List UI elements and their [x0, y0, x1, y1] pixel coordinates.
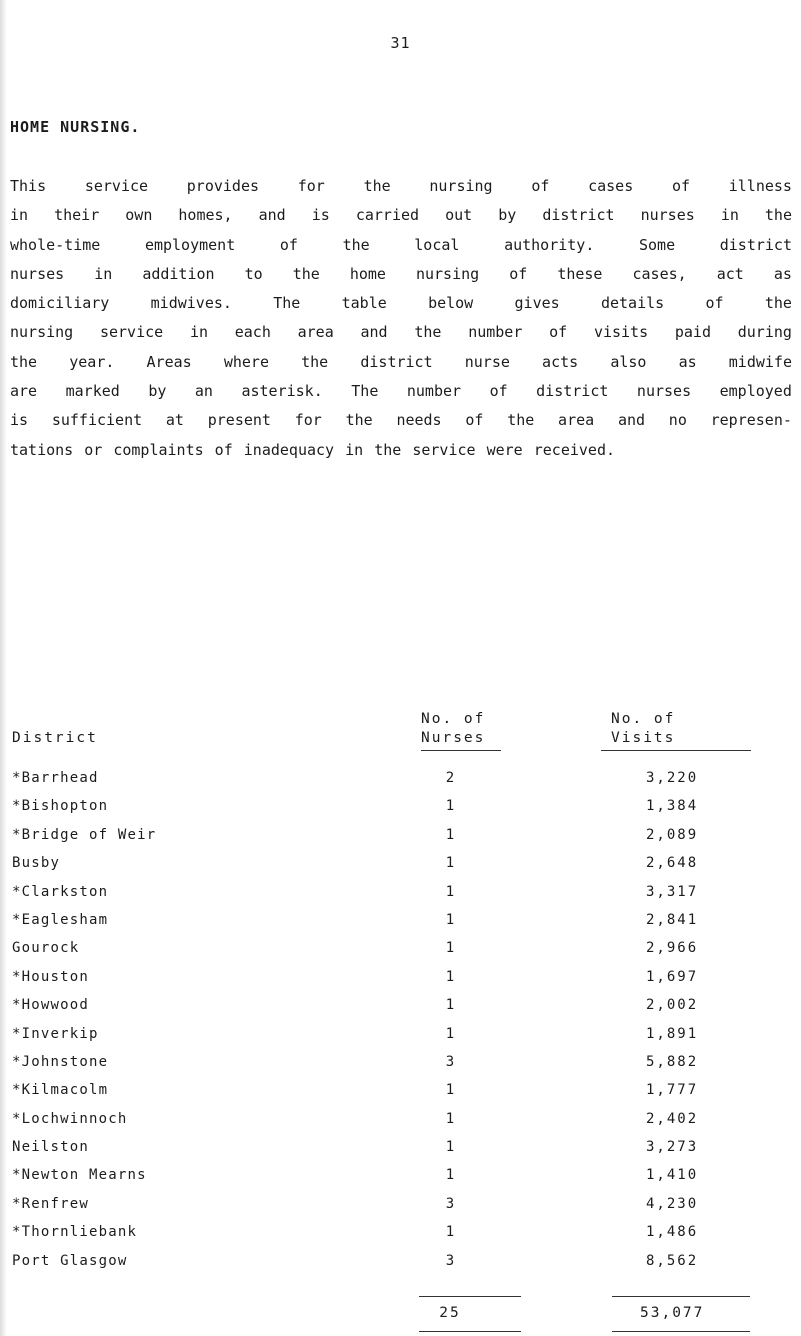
paragraph-word: no	[668, 411, 687, 430]
header-nurses-line2: Nurses	[421, 730, 486, 746]
paragraph-word: nursing	[10, 323, 74, 342]
paragraph-word: the	[764, 206, 792, 225]
visits-cell: 1,891	[646, 1025, 699, 1042]
paragraph-word: carried	[355, 206, 420, 225]
visits-cell: 4,230	[646, 1195, 699, 1212]
visits-cell: 2,648	[646, 855, 699, 872]
paragraph-word: in	[720, 206, 739, 225]
paragraph-word: cases,	[632, 264, 687, 283]
paragraph-word: of	[531, 177, 550, 195]
paragraph-word: and	[258, 206, 286, 225]
paragraph-word: to	[244, 264, 263, 283]
paragraph-word: nurses	[10, 264, 65, 283]
paragraph-word: are	[10, 382, 38, 401]
paragraph-word: as	[773, 264, 792, 283]
paragraph-line	[10, 231, 792, 260]
table-row	[0, 967, 801, 995]
paragraph-word: in	[10, 206, 29, 225]
header-visits-line2: Visits	[611, 730, 676, 746]
paragraph-word: nurses	[640, 206, 695, 225]
visits-cell: 3,220	[646, 770, 699, 786]
visits-cell: 1,410	[646, 1167, 699, 1184]
paragraph-word: needs	[396, 411, 442, 430]
table-row	[0, 1251, 801, 1279]
nurses-cell: 1	[445, 1082, 455, 1099]
paragraph-line	[10, 318, 792, 347]
table-row	[0, 1194, 801, 1222]
paragraph-word: year.	[69, 352, 115, 371]
paragraph-word: for	[297, 177, 325, 195]
paragraph-word: This	[10, 177, 47, 195]
paragraph-word: district	[536, 382, 609, 401]
section-heading: HOME NURSING.	[10, 118, 141, 136]
paragraph-word: nursing	[429, 177, 493, 195]
paragraph-word: at	[165, 411, 184, 430]
paragraph-word: The	[273, 294, 301, 313]
paragraph-word: The	[351, 382, 379, 401]
paragraph-line	[10, 348, 792, 377]
paragraph-word: the	[764, 294, 792, 313]
table-row	[0, 882, 801, 910]
paragraph-word: of	[465, 411, 484, 430]
paragraph-word: the	[507, 411, 535, 430]
paragraph-word: of	[705, 294, 724, 313]
visits-cell: 1,697	[646, 968, 699, 985]
paragraph-word: own	[125, 206, 153, 225]
paragraph-word: for	[294, 411, 322, 430]
table-row	[0, 768, 801, 796]
paragraph-word: service	[84, 177, 149, 195]
visits-cell: 1,777	[646, 1082, 699, 1099]
paragraph-word: cases	[588, 177, 634, 195]
table-row	[0, 1109, 801, 1137]
paragraph-word: nurse	[464, 352, 510, 371]
paragraph-word: district	[542, 206, 615, 225]
paragraph-word: nurses	[636, 382, 692, 401]
nurses-cell: 1	[445, 1110, 455, 1127]
table-row	[0, 1080, 801, 1108]
district-cell: *Clarkston	[12, 883, 109, 900]
paragraph-word: paid	[674, 323, 711, 342]
visits-cell: 2,966	[646, 940, 699, 957]
nurses-total-rule-bottom	[419, 1331, 521, 1332]
district-cell: *Bishopton	[12, 798, 109, 815]
paragraph-word: is	[311, 206, 330, 225]
nurses-cell: 1	[445, 798, 455, 815]
paragraph-word: service	[99, 323, 164, 342]
paragraph-word: out	[445, 206, 473, 225]
paragraph-word: gives	[514, 294, 560, 313]
district-cell: Neilston	[12, 1139, 90, 1156]
paragraph-word: Areas	[146, 352, 192, 371]
visits-cell: 2,402	[646, 1110, 699, 1127]
paragraph-line	[10, 172, 792, 201]
paragraph-word: of	[279, 235, 298, 254]
paragraph-word: of	[509, 264, 528, 283]
paragraph-word: their	[54, 206, 100, 225]
paragraph-word: employed	[719, 382, 792, 401]
paragraph-word: whole-time	[10, 235, 101, 254]
nurses-cell: 3	[445, 1195, 455, 1212]
paragraph-word: as	[678, 352, 697, 371]
district-cell: *Johnstone	[12, 1053, 109, 1070]
paragraph-word: area	[558, 411, 595, 430]
district-cell: *Renfrew	[12, 1195, 90, 1212]
paragraph-word: act	[716, 264, 744, 283]
paragraph-line	[10, 260, 792, 289]
paragraph-word: district	[360, 352, 433, 371]
district-cell: Busby	[12, 855, 61, 872]
visits-cell: 1,384	[646, 798, 699, 815]
district-cell: *Barrhead	[12, 770, 99, 786]
paragraph-word: local	[414, 235, 460, 254]
paragraph-word: illness	[728, 177, 792, 195]
paragraph-line	[10, 406, 792, 435]
paragraph-word: addition	[142, 264, 215, 283]
nurses-cell: 1	[445, 997, 455, 1014]
district-cell: *Thornliebank	[12, 1224, 138, 1241]
page-number: 31	[390, 34, 411, 52]
paragraph-word: an	[194, 382, 213, 401]
table-row	[0, 910, 801, 938]
table-row	[0, 1024, 801, 1052]
paragraph-word: table	[341, 294, 387, 313]
paragraph-word: domiciliary	[10, 294, 110, 313]
paragraph-word: area	[297, 323, 334, 342]
visits-cell: 2,841	[646, 911, 699, 928]
paragraph-word: below	[428, 294, 474, 313]
header-nurses	[421, 710, 501, 751]
paragraph-word: of	[549, 323, 568, 342]
header-visits-line1: No. of	[611, 711, 676, 727]
district-cell: Gourock	[12, 940, 80, 957]
paragraph-word: provides	[186, 177, 260, 195]
paragraph-word: by	[498, 206, 517, 225]
district-cell: *Newton Mearns	[12, 1167, 147, 1184]
paragraph-word: visits	[593, 323, 649, 342]
paragraph-word: asterisk.	[241, 382, 323, 401]
header-district: District	[12, 730, 98, 746]
visits-total-rule-bottom	[612, 1331, 750, 1332]
paragraph-word: details	[600, 294, 665, 313]
paragraph-word: the	[292, 264, 320, 283]
table-row	[0, 1222, 801, 1250]
paragraph-line	[10, 377, 792, 406]
nurses-cell: 1	[445, 1139, 455, 1156]
table-row	[0, 853, 801, 881]
paragraph-word: marked	[65, 382, 120, 401]
total-nurses: 25	[439, 1305, 461, 1321]
paragraph-word: authority.	[504, 235, 595, 254]
visits-cell: 3,317	[646, 883, 699, 900]
paragraph-word: each	[234, 323, 271, 342]
paragraph-word: these	[557, 264, 603, 283]
visits-cell: 2,089	[646, 826, 699, 843]
table-row	[0, 1052, 801, 1080]
nurses-cell: 1	[445, 1167, 455, 1184]
paragraph-word: nursing	[415, 264, 480, 283]
paragraph-word: and	[360, 323, 388, 342]
paragraph-word: in	[189, 323, 208, 342]
paragraph-word: home	[349, 264, 386, 283]
nurses-cell: 1	[445, 1224, 455, 1241]
paragraph-word: the	[301, 352, 329, 371]
paragraph-word: the	[10, 352, 38, 371]
paragraph-word: where	[223, 352, 269, 371]
paragraph-word: number	[406, 382, 462, 401]
nurses-cell: 1	[445, 911, 455, 928]
nurses-cell: 1	[445, 1025, 455, 1042]
district-cell: *Houston	[12, 968, 90, 985]
table-row	[0, 825, 801, 853]
paragraph-line	[10, 289, 792, 318]
paragraph-word: midwife	[728, 352, 792, 371]
paragraph-word: employment	[144, 235, 236, 254]
nurses-cell: 2	[445, 770, 455, 786]
paragraph-word: acts	[542, 352, 579, 371]
paragraph-word: during	[737, 323, 792, 342]
table-row	[0, 938, 801, 966]
district-cell: Port Glasgow	[12, 1252, 128, 1269]
total-visits: 53,077	[640, 1305, 705, 1321]
paragraph-word: and	[617, 411, 646, 430]
nurses-total-rule-top	[419, 1296, 521, 1297]
nurses-cell: 1	[445, 940, 455, 957]
paragraph-word: sufficient	[51, 411, 143, 430]
paragraph-word: midwives.	[150, 294, 232, 313]
nurses-cell: 1	[445, 968, 455, 985]
visits-total-rule-top	[612, 1296, 750, 1297]
paragraph-word: also	[610, 352, 647, 371]
district-cell: *Eaglesham	[12, 911, 109, 928]
district-cell: *Bridge of Weir	[12, 826, 157, 843]
paragraph-word: Some	[639, 235, 676, 254]
district-cell: *Inverkip	[12, 1025, 99, 1042]
visits-cell: 8,562	[646, 1252, 699, 1269]
paragraph-word: in	[94, 264, 113, 283]
paragraph-line	[10, 201, 792, 230]
district-cell: *Howwood	[12, 997, 90, 1014]
table-row	[0, 796, 801, 824]
table-row	[0, 995, 801, 1023]
visits-cell: 2,002	[646, 997, 699, 1014]
paragraph-word: present	[207, 411, 271, 430]
district-table-body	[0, 768, 801, 1279]
table-row	[0, 1137, 801, 1165]
nurses-cell: 1	[445, 883, 455, 900]
district-cell: *Lochwinnoch	[12, 1110, 128, 1127]
paragraph-word: homes,	[178, 206, 233, 225]
paragraph-word: by	[148, 382, 167, 401]
paragraph-word: is	[10, 411, 29, 430]
header-nurses-line1: No. of	[421, 711, 486, 727]
header-visits	[601, 710, 751, 751]
paragraph-word: of	[489, 382, 508, 401]
table-row	[0, 1165, 801, 1193]
paragraph-word: the	[363, 177, 391, 195]
paragraph-word: district	[719, 235, 792, 254]
paragraph-word: of	[671, 177, 691, 195]
nurses-cell: 1	[445, 826, 455, 843]
paragraph-word: the	[414, 323, 442, 342]
intro-paragraph	[10, 172, 792, 465]
nurses-cell: 3	[445, 1252, 455, 1269]
visits-cell: 3,273	[646, 1139, 699, 1156]
paragraph-word: represen-	[710, 411, 792, 430]
nurses-cell: 3	[445, 1053, 455, 1070]
visits-cell: 1,486	[646, 1224, 699, 1241]
paragraph-line: tations or complaints of inadequacy in the service were received.	[10, 440, 615, 459]
paragraph-word: the	[345, 411, 373, 430]
district-cell: *Kilmacolm	[12, 1082, 109, 1099]
paragraph-word: number	[468, 323, 523, 342]
visits-cell: 5,882	[646, 1053, 699, 1070]
paragraph-word: the	[342, 235, 370, 254]
nurses-cell: 1	[445, 855, 455, 872]
